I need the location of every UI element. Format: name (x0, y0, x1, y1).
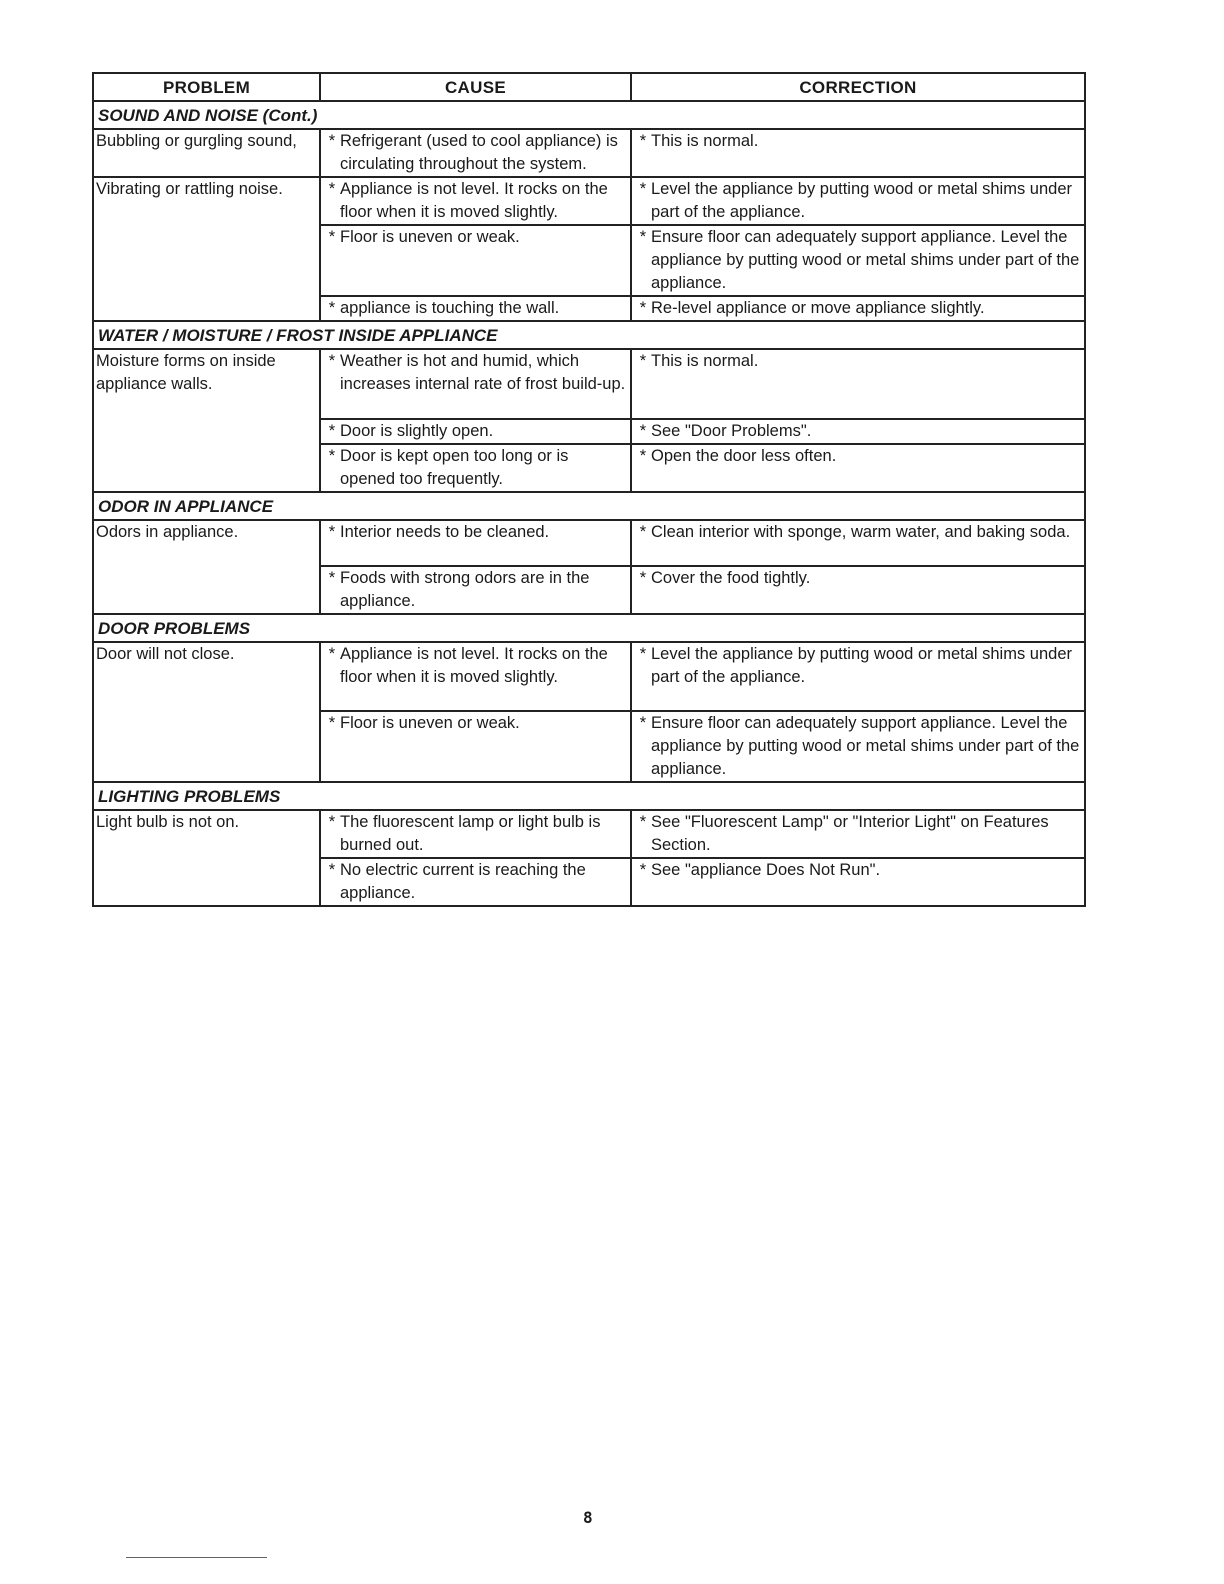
bullet-star: * (639, 352, 647, 370)
table-row (93, 810, 1085, 858)
cause-text: The fluorescent lamp or light bulb is burned out. (340, 813, 601, 854)
bullet-star: * (639, 228, 647, 246)
problem-cell: Bubbling or gurgling sound, (93, 129, 320, 177)
bullet-star: * (328, 714, 336, 732)
correction-cell (631, 225, 1085, 296)
correction-text: See "Fluorescent Lamp" or "Interior Light" on Features Section. (651, 813, 1049, 854)
bullet-star: * (639, 714, 647, 732)
bullet-star: * (328, 861, 336, 879)
problem-cell: Vibrating or rattling noise. (93, 177, 320, 321)
correction-cell (631, 711, 1085, 782)
cause-cell (320, 566, 631, 614)
correction-text: Open the door less often. (651, 447, 837, 465)
table-row (93, 129, 1085, 177)
bullet-star: * (328, 352, 336, 370)
bullet-star: * (639, 523, 647, 541)
cause-text: No electric current is reaching the appliance. (340, 861, 586, 902)
bullet-star: * (328, 180, 336, 198)
bullet-star: * (328, 132, 336, 150)
cause-cell (320, 520, 631, 566)
cause-cell (320, 419, 631, 444)
problem-cell: Light bulb is not on. (93, 810, 320, 906)
troubleshooting-table (92, 72, 1086, 907)
correction-text: Ensure floor can adequately support appliance. Level the appliance by putting wood or metal shims under part of the appliance. (651, 228, 1080, 292)
cause-text: Appliance is not level. It rocks on the floor when it is moved slightly. (340, 180, 608, 221)
bottom-rule (126, 1557, 267, 1558)
section-title: SOUND AND NOISE (Cont.) (93, 101, 1085, 129)
cause-text: Refrigerant (used to cool appliance) is circulating throughout the system. (340, 132, 618, 173)
page-number: 8 (583, 1508, 593, 1527)
bullet-star: * (328, 447, 336, 465)
correction-cell (631, 858, 1085, 906)
bullet-star: * (639, 180, 647, 198)
correction-text: This is normal. (651, 352, 759, 370)
cause-text: appliance is touching the wall. (340, 299, 560, 317)
cause-cell (320, 225, 631, 296)
cause-cell (320, 642, 631, 711)
correction-text: Level the appliance by putting wood or metal shims under part of the appliance. (651, 180, 1072, 221)
correction-text: Level the appliance by putting wood or metal shims under part of the appliance. (651, 645, 1072, 686)
correction-text: See "appliance Does Not Run". (651, 861, 881, 879)
cause-text: Floor is uneven or weak. (340, 714, 520, 732)
cause-cell (320, 296, 631, 321)
cause-cell (320, 129, 631, 177)
bullet-star: * (639, 299, 647, 317)
correction-text: This is normal. (651, 132, 759, 150)
correction-cell (631, 129, 1085, 177)
correction-cell (631, 419, 1085, 444)
table-row (93, 642, 1085, 711)
cause-cell (320, 711, 631, 782)
correction-text: Cover the food tightly. (651, 569, 811, 587)
correction-text: Ensure floor can adequately support appliance. Level the appliance by putting wood or metal shims under part of the appliance. (651, 714, 1080, 778)
bullet-star: * (328, 228, 336, 246)
bullet-star: * (328, 523, 336, 541)
problem-cell: Door will not close. (93, 642, 320, 782)
section-title: DOOR PROBLEMS (93, 614, 1085, 642)
bullet-star: * (328, 813, 336, 831)
bullet-star: * (639, 447, 647, 465)
header-problem: PROBLEM (93, 73, 320, 101)
cause-text: Foods with strong odors are in the appliance. (340, 569, 590, 610)
bullet-star: * (328, 299, 336, 317)
correction-cell (631, 296, 1085, 321)
bullet-star: * (328, 645, 336, 663)
table-row (93, 520, 1085, 566)
correction-cell (631, 642, 1085, 711)
correction-cell (631, 444, 1085, 492)
table-row (93, 349, 1085, 419)
table-body (93, 101, 1085, 906)
header-correction: CORRECTION (631, 73, 1085, 101)
problem-cell: Moisture forms on inside appliance walls. (93, 349, 320, 492)
header-cause: CAUSE (320, 73, 631, 101)
cause-text: Weather is hot and humid, which increases internal rate of frost build-up. (340, 352, 626, 393)
table-row (93, 177, 1085, 225)
cause-text: Floor is uneven or weak. (340, 228, 520, 246)
section-row (93, 101, 1085, 129)
bullet-star: * (639, 813, 647, 831)
section-row (93, 782, 1085, 810)
cause-cell (320, 858, 631, 906)
bullet-star: * (639, 132, 647, 150)
bullet-star: * (639, 645, 647, 663)
cause-cell (320, 177, 631, 225)
correction-text: See "Door Problems". (651, 422, 812, 440)
cause-cell (320, 810, 631, 858)
bullet-star: * (328, 569, 336, 587)
section-row (93, 492, 1085, 520)
correction-text: Re-level appliance or move appliance slightly. (651, 299, 985, 317)
bullet-star: * (328, 422, 336, 440)
section-title: WATER / MOISTURE / FROST INSIDE APPLIANCE (93, 321, 1085, 349)
correction-cell (631, 566, 1085, 614)
problem-cell: Odors in appliance. (93, 520, 320, 614)
correction-cell (631, 349, 1085, 419)
section-title: LIGHTING PROBLEMS (93, 782, 1085, 810)
correction-cell (631, 810, 1085, 858)
bullet-star: * (639, 861, 647, 879)
correction-cell (631, 177, 1085, 225)
section-row (93, 614, 1085, 642)
correction-text: Clean interior with sponge, warm water, and baking soda. (651, 523, 1071, 541)
section-row (93, 321, 1085, 349)
cause-text: Appliance is not level. It rocks on the floor when it is moved slightly. (340, 645, 608, 686)
correction-cell (631, 520, 1085, 566)
header-row (93, 73, 1085, 101)
cause-cell (320, 444, 631, 492)
cause-cell (320, 349, 631, 419)
bullet-star: * (639, 569, 647, 587)
cause-text: Interior needs to be cleaned. (340, 523, 550, 541)
bullet-star: * (639, 422, 647, 440)
cause-text: Door is kept open too long or is opened too frequently. (340, 447, 569, 488)
cause-text: Door is slightly open. (340, 422, 494, 440)
section-title: ODOR IN APPLIANCE (93, 492, 1085, 520)
